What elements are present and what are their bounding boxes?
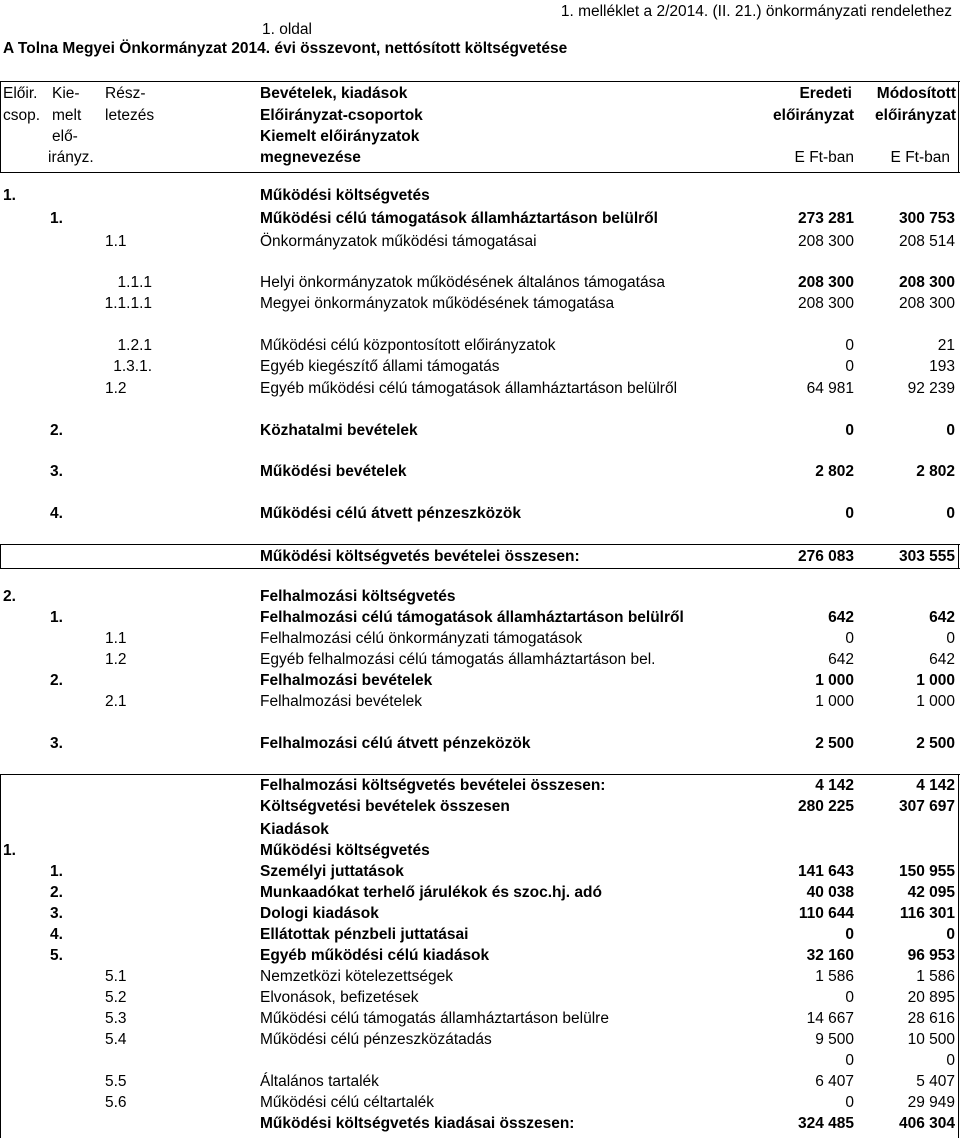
cell-c2: 1. (50, 863, 63, 880)
right-border (958, 81, 959, 173)
col-header-orig-1: előirányzat (773, 107, 854, 124)
cell-mod: 300 753 (898, 210, 955, 227)
cell-mod: 28 616 (907, 1010, 955, 1027)
cell-c3: 1.2 (105, 651, 127, 668)
cell-c3: 5.5 (105, 1073, 127, 1090)
col-header-mod-2: E Ft-ban (890, 149, 950, 166)
cell-name: Dologi kiadások (260, 905, 379, 922)
subtotal-left-1 (0, 544, 1, 569)
cell-mod: 0 (946, 926, 955, 943)
cell-c1: 2. (3, 588, 16, 605)
cell-orig: 280 225 (797, 798, 854, 815)
cell-name: Nemzetközi kötelezettségek (260, 968, 453, 985)
cell-c3: 5.3 (105, 1010, 127, 1027)
cell-orig: 273 281 (797, 210, 854, 227)
cell-name: Felhalmozási bevételek (260, 693, 422, 710)
cell-c2: 1. (50, 609, 63, 626)
cell-c3: 1.1 (105, 233, 127, 250)
cell-name: Felhalmozási célú önkormányzati támogatások (260, 630, 583, 647)
col-header-orig-2: E Ft-ban (794, 149, 854, 166)
cell-orig: 1 000 (815, 693, 854, 710)
cell-orig: 2 500 (815, 735, 854, 752)
cell-mod: 42 095 (907, 884, 955, 901)
cell-name: Működési költségvetés (260, 187, 430, 204)
cell-orig: 208 300 (797, 295, 854, 312)
attachment-reference: 1. melléklet a 2/2014. (II. 21.) önkormányzati rendelethez (560, 3, 952, 20)
cell-mod: 4 142 (916, 777, 955, 794)
cell-orig: 0 (845, 926, 854, 943)
cell-mod: 10 500 (907, 1031, 955, 1048)
cell-orig: 141 643 (797, 863, 854, 880)
cell-mod: 2 802 (916, 463, 955, 480)
cell-name: Általános tartalék (260, 1073, 379, 1090)
cell-name: Működési bevételek (260, 463, 407, 480)
cell-orig: 208 300 (797, 233, 854, 250)
cell-mod: 0 (946, 505, 955, 522)
cell-mod: 21 (937, 337, 955, 354)
cell-name: Felhalmozási célú átvett pénzeközök (260, 735, 531, 752)
cell-orig: 642 (828, 651, 854, 668)
cell-c3: 5.2 (105, 989, 127, 1006)
cell-orig: 0 (845, 422, 854, 439)
cell-c3: 1.2 (105, 380, 127, 397)
cell-c1: 1. (3, 842, 16, 859)
cell-c2: 4. (50, 505, 63, 522)
header-top-rule (0, 81, 960, 82)
cell-name: Megyei önkormányzatok működésének támogatása (260, 295, 615, 312)
cell-name: Egyéb felhalmozási célú támogatás államháztartáson bel. (260, 651, 656, 668)
cell-mod: 208 300 (898, 295, 955, 312)
cell-orig: 276 083 (797, 548, 854, 565)
cell-name: Felhalmozási költségvetés bevételei összesen: (260, 777, 606, 794)
cell-mod: 208 514 (898, 233, 955, 250)
cell-mod: 29 949 (907, 1094, 955, 1111)
cell-orig: 0 (845, 358, 854, 375)
cell-mod: 150 955 (898, 863, 955, 880)
subtotal-rule-2 (0, 568, 960, 569)
cell-name: Helyi önkormányzatok működésének általános támogatása (260, 274, 665, 291)
cell-c4: 1.1.1 (117, 274, 152, 291)
cell-orig: 4 142 (815, 777, 854, 794)
cell-orig: 14 667 (806, 1010, 854, 1027)
col-header-c1-1: csop. (3, 107, 41, 124)
cell-orig: 0 (845, 1052, 854, 1069)
cell-name: Működési költségvetés kiadásai összesen: (260, 1115, 575, 1132)
cell-mod: 642 (929, 651, 955, 668)
cell-name: Önkormányzatok működési támogatásai (260, 233, 537, 250)
cell-orig: 9 500 (815, 1031, 854, 1048)
cell-orig: 1 586 (815, 968, 854, 985)
cell-name: Egyéb működési célú támogatások államháztartáson belülről (260, 380, 678, 397)
header-bottom-rule (0, 172, 960, 173)
cell-mod: 2 500 (916, 735, 955, 752)
col-header-c1-0: Előir. (3, 85, 38, 102)
page-number: 1. oldal (262, 21, 312, 38)
cell-c2: 5. (50, 947, 63, 964)
cell-name: Egyéb működési célú kiadások (260, 947, 490, 964)
cell-name: Működési célú céltartalék (260, 1094, 435, 1111)
col-header-c3-1: letezés (105, 107, 155, 124)
cell-orig: 1 000 (815, 672, 854, 689)
cell-mod: 0 (946, 1052, 955, 1069)
cell-name: Személyi juttatások (260, 863, 404, 880)
cell-mod: 193 (929, 358, 955, 375)
cell-name: Felhalmozási bevételek (260, 672, 433, 689)
cell-mod: 96 953 (907, 947, 955, 964)
cell-mod: 20 895 (907, 989, 955, 1006)
cell-c2: 2. (50, 672, 63, 689)
cell-name: Elvonások, befizetések (260, 989, 419, 1006)
cell-mod: 303 555 (898, 548, 955, 565)
cell-c1: 1. (3, 187, 16, 204)
cell-c4: 1.3.1. (113, 358, 152, 375)
cell-c4: 1.1.1.1 (104, 295, 152, 312)
subtotal-left-2 (0, 774, 1, 1138)
cell-orig: 64 981 (806, 380, 854, 397)
cell-orig: 6 407 (815, 1073, 854, 1090)
cell-name: Egyéb kiegészítő állami támogatás (260, 358, 500, 375)
cell-name: Működési célú támogatás államháztartáson belülre (260, 1010, 609, 1027)
cell-name: Költségvetési bevételek összesen (260, 798, 510, 815)
cell-mod: 406 304 (898, 1115, 955, 1132)
cell-mod: 307 697 (898, 798, 955, 815)
cell-name: Kiadások (260, 821, 329, 838)
cell-orig: 0 (845, 989, 854, 1006)
cell-name: Működési célú pénzeszközátadás (260, 1031, 492, 1048)
cell-name: Működési célú átvett pénzeszközök (260, 505, 521, 522)
cell-name: Közhatalmi bevételek (260, 422, 418, 439)
subtotal-rule-1 (0, 544, 960, 545)
cell-c2: 3. (50, 905, 63, 922)
left-border (0, 81, 1, 173)
col-header-name-3: megnevezése (260, 149, 361, 166)
col-header-name-2: Kiemelt előirányzatok (260, 128, 420, 145)
col-header-mod-1: előirányzat (875, 107, 956, 124)
cell-c2: 4. (50, 926, 63, 943)
cell-c2: 3. (50, 735, 63, 752)
cell-orig: 2 802 (815, 463, 854, 480)
cell-mod: 1 000 (916, 672, 955, 689)
cell-mod: 92 239 (907, 380, 955, 397)
col-header-name-1: Előirányzat-csoportok (260, 107, 423, 124)
cell-orig: 40 038 (806, 884, 854, 901)
cell-c2: 2. (50, 884, 63, 901)
cell-mod: 5 407 (916, 1073, 955, 1090)
cell-mod: 208 300 (898, 274, 955, 291)
col-header-c2-1: melt (52, 107, 82, 124)
cell-name: Ellátottak pénzbeli juttatásai (260, 926, 469, 943)
cell-orig: 32 160 (806, 947, 854, 964)
cell-orig: 0 (845, 337, 854, 354)
document-title: A Tolna Megyei Önkormányzat 2014. évi összevont, nettósított költségvetése (3, 40, 568, 57)
cell-c2: 3. (50, 463, 63, 480)
cell-orig: 0 (845, 630, 854, 647)
cell-orig: 324 485 (797, 1115, 854, 1132)
cell-name: Működési költségvetés (260, 842, 430, 859)
subtotal-right-2 (958, 774, 959, 1138)
col-header-c3-0: Rész- (105, 85, 146, 102)
cell-c3: 5.4 (105, 1031, 127, 1048)
cell-orig: 642 (828, 609, 854, 626)
cell-orig: 110 644 (798, 905, 854, 922)
col-header-mod-0: Módosított (876, 85, 956, 102)
subtotal-rule-3 (0, 774, 960, 775)
cell-name: Felhalmozási költségvetés (260, 588, 456, 605)
cell-orig: 0 (845, 1094, 854, 1111)
cell-mod: 0 (946, 422, 955, 439)
subtotal-right-1 (958, 544, 959, 569)
cell-c3: 1.1 (105, 630, 127, 647)
col-header-c2-3: irányz. (48, 149, 94, 166)
cell-name: Működési költségvetés bevételei összesen: (260, 548, 580, 565)
col-header-c2-0: Kie- (52, 85, 80, 102)
col-header-orig-0: Eredeti (799, 85, 852, 102)
cell-c3: 5.1 (105, 968, 127, 985)
col-header-c2-2: elő- (52, 128, 78, 145)
cell-name: Működési célú központosított előirányzatok (260, 337, 556, 354)
cell-c2: 2. (50, 422, 63, 439)
cell-c3: 2.1 (105, 693, 127, 710)
cell-mod: 642 (929, 609, 955, 626)
cell-name: Felhalmozási célú támogatások államháztartáson belülről (260, 609, 684, 626)
cell-c3: 5.6 (105, 1094, 127, 1111)
cell-mod: 1 586 (916, 968, 955, 985)
cell-orig: 208 300 (797, 274, 854, 291)
cell-c4: 1.2.1 (117, 337, 152, 354)
cell-name: Munkaadókat terhelő járulékok és szoc.hj. adó (260, 884, 602, 901)
col-header-name-0: Bevételek, kiadások (260, 85, 408, 102)
cell-orig: 0 (845, 505, 854, 522)
cell-c2: 1. (50, 210, 63, 227)
cell-mod: 1 000 (916, 693, 955, 710)
cell-name: Működési célú támogatások államháztartáson belülről (260, 210, 658, 227)
cell-mod: 116 301 (899, 905, 955, 922)
cell-mod: 0 (946, 630, 955, 647)
